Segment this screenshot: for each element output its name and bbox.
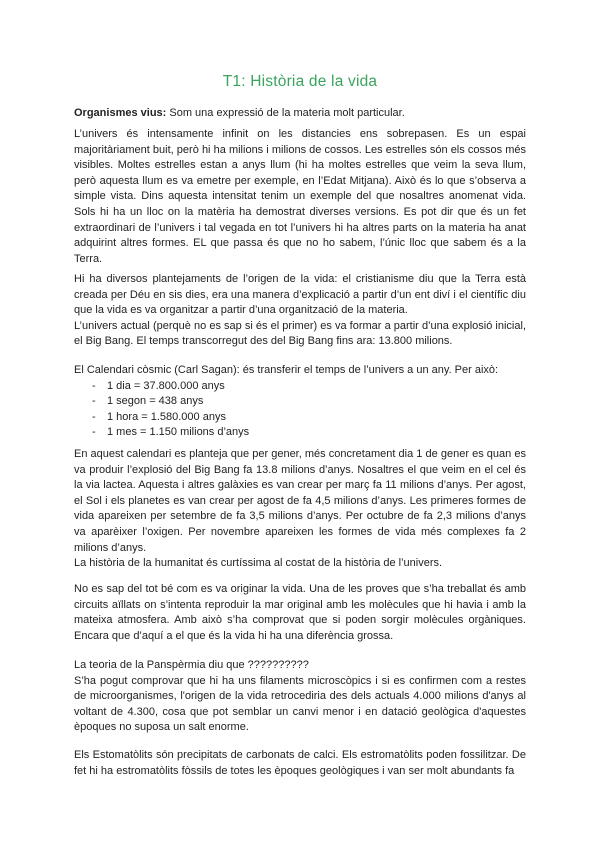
- list-item: [92, 394, 249, 409]
- paragraph-4: El Calendari còsmic (Carl Sagan): és transferir el temps de l’univers a un any. Per això:: [74, 364, 499, 376]
- paragraph-estromatolits: [74, 748, 526, 779]
- page-title: T1: Història de la vida: [222, 73, 378, 90]
- paragraph-origen: [74, 272, 526, 350]
- list-marker: -: [92, 410, 96, 423]
- paragraph-7: No es sap del tot bé com es va originar la vida. Una de les proves que s’ha treballat és amb circuits aïllats on s’intenta reproduir la mar original amb les molècules que hi havia i amb la mateixa atmosfera. Amb això s’ha comprovat que si poden sorgir molècules orgàniques. Encara que d’aquí a el que és la vida hi ha una diferència grossa.: [74, 583, 526, 642]
- paragraph-2: Hi ha diversos plantejaments de l’origen de la vida: el cristianisme diu que la Terra està creada per Déu en sis dies, era una manera d’explicació a partir d’un ent diví i el científic diu que la vida es va organitzar a partir d’una organització de la materia.: [74, 273, 526, 317]
- list-marker: -: [92, 380, 96, 392]
- paragraph-10: Els Estomatòlits són precipitats de carbonats de calci. Els estromatòlits poden fossilitzar. De fet hi ha estromatòlits fòssils de totes les èpoques geològiques i van ser molt abundants fa: [74, 749, 526, 777]
- list-item: [92, 410, 249, 425]
- calendar-list: [92, 379, 249, 441]
- list-marker: -: [92, 395, 96, 408]
- lead-text: Som una expressió de la materia molt particular.: [166, 107, 405, 119]
- lead-bold-term: Organismes vius:: [74, 107, 167, 119]
- list-item-text: 1 hora = 1.580.000 anys: [107, 410, 226, 423]
- list-item-text: 1 segon = 438 anys: [107, 395, 204, 408]
- list-item: [92, 425, 249, 440]
- paragraph-origin-life: [74, 582, 526, 644]
- paragraph-8: La teoria de la Panspèrmia diu que ??????????: [74, 659, 309, 671]
- paragraph-1: L’univers és intensamente infinit on les distancies ens sobrepasen. Es un espai majoritàriament buit, però hi ha milions i milions de cossos. Les estrelles són els cossos més visibles. Moltes estrelles estan a anys llum (hi ha moltes estrelles que veim la seva llum, però aquesta llum es va emetre per exemple, en l’Edat Mitjana). Això és lo que s’observa a simple vista. Dins aquesta intensitat tenim un exemple del que nosaltres anomenat vida. Sols hi ha un lloc on la matèria ha demostrat diverses versions. Es pot dir que és un fet extraordinari de l’univers i tal vegada en tot l’univers hi ha altres parts on la materia ha anat adquirint altres formes. EL que passa és que no ho sabem, l’únic lloc que sabem és a la Terra.: [74, 128, 526, 265]
- paragraph-calendari: [74, 363, 526, 379]
- lead-paragraph: [74, 106, 526, 122]
- paragraph-5: En aquest calendari es planteja que per gener, més concretament dia 1 de gener es quan es va produir l’explosió del Big Bang fa 13.8 milions d’anys. Nosaltres el que veim en el cel és la via lactea. Aquesta i altres galàxies es van crear per març fa 11 milions d’anys. Per agost, el Sol i els planetes es van crear per agost de fa 4,5 milions d’anys. Les primeres formes de vida apareixen per setembre de fa 3,5 milions d’anys. Per octubre de fa 2,3 milions d’anys va aparèixer l’oxigen. Per novembre apareixen les formes de vida més complexes fa 2 milions d’anys.: [74, 448, 526, 554]
- list-item-text: 1 dia = 37.800.000 anys: [107, 380, 225, 392]
- paragraph-calendar-detail: [74, 447, 526, 572]
- paragraph-panspermia: [74, 658, 526, 736]
- paragraph-9: S’ha pogut comprovar que hi ha uns filaments microscòpics i si es confirmen com a restes de microorganismes, l'origen de la vida retrocediria des dels actuals 4.000 milions d'anys al voltant de 4.300, cosa que pot semblar un canvi menor i en datació geològica d'aquestes èpoques no suposa un salt enorme.: [74, 674, 526, 734]
- list-marker: -: [92, 426, 96, 439]
- list-item-text: 1 mes = 1.150 milions d’anys: [107, 426, 250, 439]
- paragraph-univers: [74, 127, 526, 267]
- paragraph-6: La història de la humanitat és curtíssima al costat de la història de l’univers.: [74, 557, 443, 570]
- paragraph-3: L’univers actual (perquè no es sap si és el primer) es va formar a partir d’una explosió inicial, el Big Bang. El temps transcorregut des del Big Bang fins ara: 13.800 milions.: [74, 319, 526, 348]
- list-item: [92, 379, 249, 394]
